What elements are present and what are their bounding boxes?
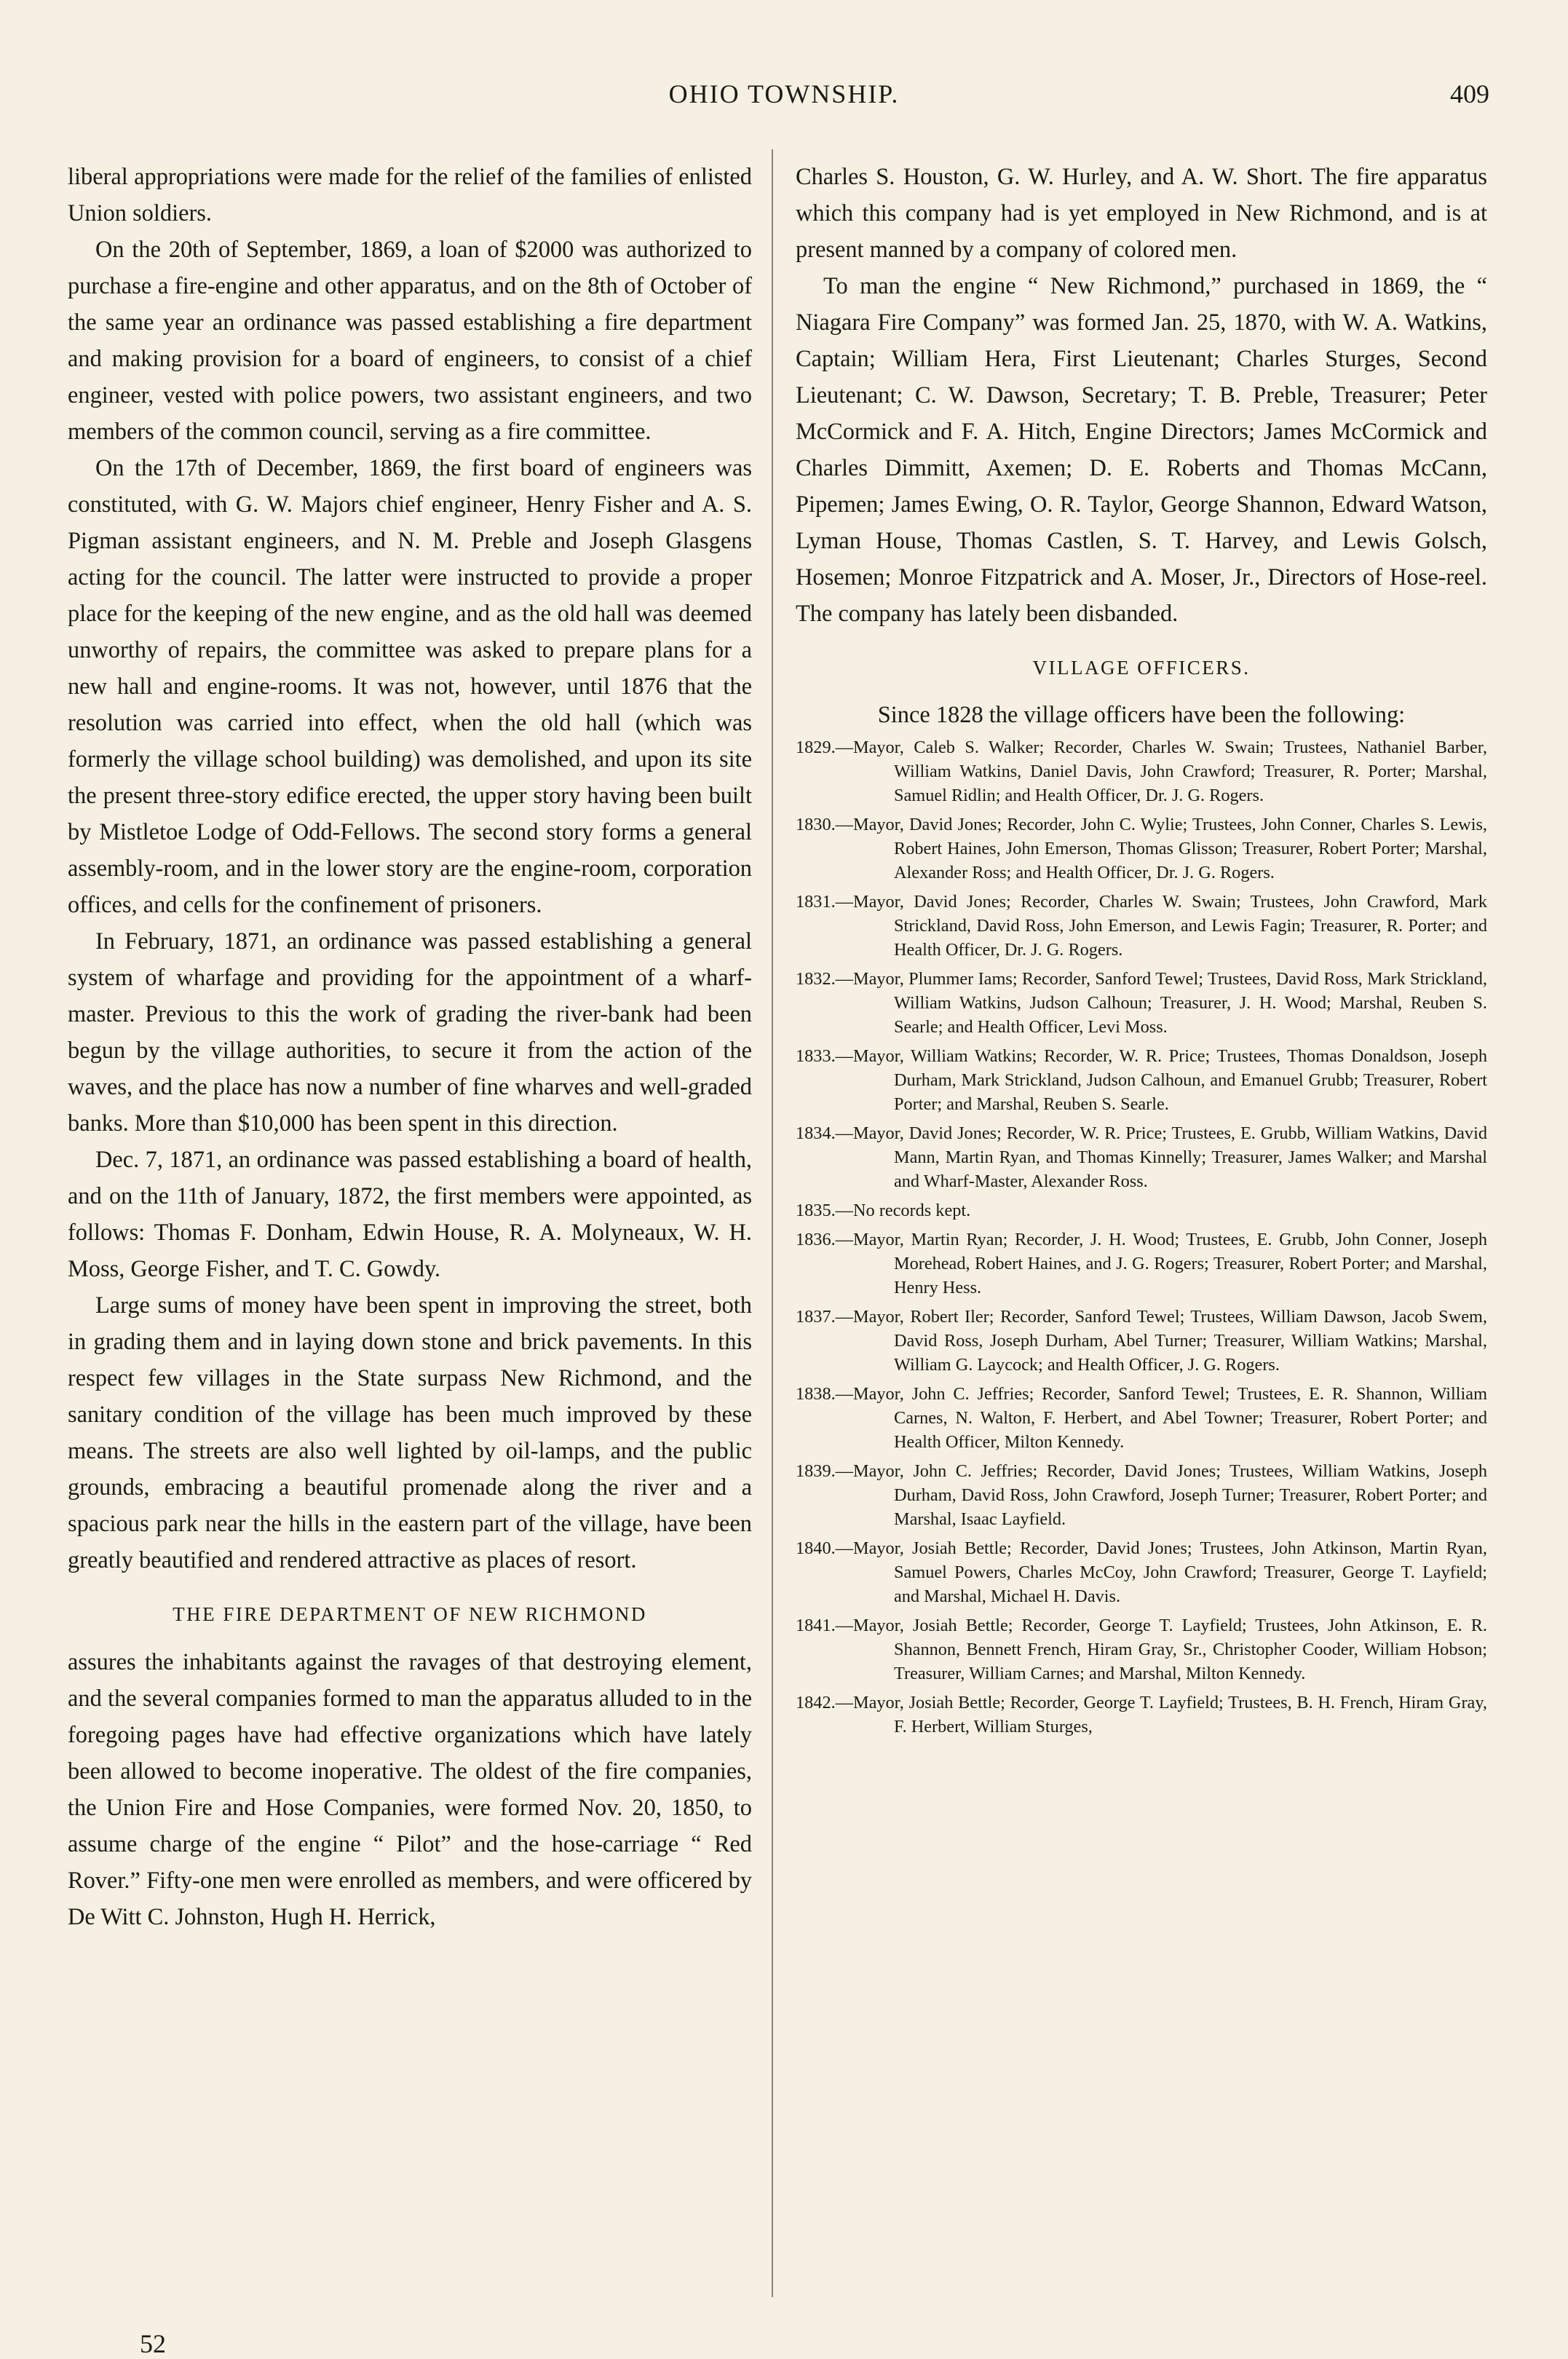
- paragraph: On the 17th of December, 1869, the first board of engineers was constituted, with G. W. Majors chief engineer, Henry Fisher and A. S. Pigman assistant engineers, and N. M. Preble and Joseph Glasgens acting for the council. The latter were instructed to provide a proper place for the keeping of the new engine, and as the old hall was deemed unworthy of repairs, the committee was asked to prepare plans for a new hall and engine-rooms. It was not, however, until 1876 that the resolution was carried into effect, when the old hall (which was formerly the village school building) was demolished, and upon its site the present three-story edifice erected, the upper story having been built by Mistletoe Lodge of Odd-Fellows. The second story forms a general assembly-room, and in the lower story are the engine-room, corporation offices, and cells for the confinement of prisoners.: [68, 455, 752, 918]
- officer-entry: 1834.—Mayor, David Jones; Recorder, W. R. Price; Trustees, E. Grubb, William Watkins, David Mann, Martin Ryan, and Thomas Kinnelly; Treasurer, James Walker; and Marshal and Wharf-Master, Alexander Ross.: [796, 1123, 1487, 1191]
- left-column: [68, 159, 752, 1935]
- officer-entry: 1837.—Mayor, Robert Iler; Recorder, Sanford Tewel; Trustees, William Dawson, Jacob Swem, David Ross, Joseph Durham, Abel Turner; Treasurer, William Watkins; Marshal, William G. Laycock; and Health Officer, J. G. Rogers.: [796, 1307, 1487, 1375]
- officer-entry: 1831.—Mayor, David Jones; Recorder, Charles W. Swain; Trustees, John Crawford, Mark Strickland, David Ross, John Emerson, and Lewis Fagin; Treasurer, R. Porter; and Health Officer, Dr. J. G. Rogers.: [796, 892, 1487, 960]
- officer-entry: 1838.—Mayor, John C. Jeffries; Recorder, Sanford Tewel; Trustees, E. R. Shannon, William Carnes, N. Walton, F. Herbert, and Abel Towner; Treasurer, Robert Porter; and Health Officer, Milton Kennedy.: [796, 1384, 1487, 1452]
- village-officers-heading: VILLAGE OFFICERS.: [1032, 657, 1251, 679]
- paragraph: In February, 1871, an ordinance was passed establishing a general system of wharfage and providing for the appointment of a wharf-master. Previous to this the work of grading the river-bank had been begun by the village authorities, to secure it from the action of the waves, and the place has now a number of fine wharves and well-graded banks. More than $10,000 has been spent in this direction.: [68, 928, 752, 1137]
- officers-list: [796, 735, 1487, 1739]
- officer-entry: 1842.—Mayor, Josiah Bettle; Recorder, George T. Layfield; Trustees, B. H. French, Hiram Gray, F. Herbert, William Sturges,: [796, 1693, 1487, 1736]
- column-divider: [772, 149, 773, 2297]
- officer-entry: 1841.—Mayor, Josiah Bettle; Recorder, George T. Layfield; Trustees, John Atkinson, E. R. Shannon, Bennett French, Hiram Gray, Sr., Christopher Cooder, William Hobson; Treasurer, William Carnes; and Marshal, Milton Kennedy.: [796, 1616, 1487, 1683]
- officer-entry: 1833.—Mayor, William Watkins; Recorder, W. R. Price; Trustees, Thomas Donaldson, Joseph Durham, Mark Strickland, Judson Calhoun, and Emanuel Grubb; Treasurer, Robert Porter; and Marshal, Reuben S. Searle.: [796, 1046, 1487, 1114]
- officer-entry: 1835.—No records kept.: [796, 1201, 971, 1220]
- paragraph: Charles S. Houston, G. W. Hurley, and A. W. Short. The fire apparatus which this company had is yet employed in New Richmond, and is at present manned by a company of colored men.: [796, 164, 1487, 263]
- paragraph: Dec. 7, 1871, an ordinance was passed establishing a board of health, and on the 11th of January, 1872, the first members were appointed, as follows: Thomas F. Donham, Edwin House, R. A. Molyneaux, W. H. Moss, George Fisher, and T. C. Gowdy.: [68, 1147, 752, 1282]
- page-title: OHIO TOWNSHIP.: [668, 79, 900, 108]
- officer-entry: 1839.—Mayor, John C. Jeffries; Recorder, David Jones; Trustees, William Watkins, Joseph Durham, David Ross, John Crawford, Joseph Turner; Treasurer, Robert Porter; and Marshal, Isaac Layfield.: [796, 1461, 1487, 1529]
- paragraph: Large sums of money have been spent in improving the street, both in grading them and in laying down stone and brick pavements. In this respect few villages in the State surpass New Richmond, and the sanitary condition of the village has been much improved by these means. The streets are also well lighted by oil-lamps, and the public grounds, embracing a beautiful promenade along the river and a spacious park near the hills in the eastern part of the village, have been greatly beautified and rendered attractive as places of resort.: [68, 1292, 752, 1573]
- paragraph: To man the engine “ New Richmond,” purchased in 1869, the “ Niagara Fire Company” was formed Jan. 25, 1870, with W. A. Watkins, Captain; William Hera, First Lieutenant; Charles Sturges, Second Lieutenant; C. W. Dawson, Secretary; T. B. Preble, Treasurer; Peter McCormick and F. A. Hitch, Engine Directors; James McCormick and Charles Dimmitt, Axemen; D. E. Roberts and Thomas McCann, Pipemen; James Ewing, O. R. Taylor, George Shannon, Edward Watson, Lyman House, Thomas Castlen, S. T. Harvey, and Lewis Golsch, Hosemen; Monroe Fitzpatrick and A. Moser, Jr., Directors of Hose-reel. The company has lately been disbanded.: [796, 273, 1487, 627]
- officer-entry: 1830.—Mayor, David Jones; Recorder, John C. Wylie; Trustees, John Conner, Charles S. Lewis, Robert Haines, John Emerson, Thomas Glisson; Treasurer, Robert Porter; Marshal, Alexander Ross; and Health Officer, Dr. J. G. Rogers.: [796, 815, 1487, 882]
- paragraph: assures the inhabitants against the ravages of that destroying element, and the several companies formed to man the apparatus alluded to in the foregoing pages have had effective organizations which have lately been allowed to become inoperative. The oldest of the fire companies, the Union Fire and Hose Companies, were formed Nov. 20, 1850, to assume charge of the engine “ Pilot” and the hose-carriage “ Red Rover.” Fifty-one men were enrolled as members, and were officered by De Witt C. Johnston, Hugh H. Herrick,: [68, 1649, 752, 1930]
- officer-entry: 1829.—Mayor, Caleb S. Walker; Recorder, Charles W. Swain; Trustees, Nathaniel Barber, William Watkins, Daniel Davis, John Crawford; Treasurer, R. Porter; Marshal, Samuel Ridlin; and Health Officer, Dr. J. G. Rogers.: [796, 738, 1487, 805]
- page-number: 409: [1450, 79, 1489, 108]
- running-head: [0, 79, 1568, 115]
- signature-mark: 52: [140, 2329, 166, 2358]
- paragraph: On the 20th of September, 1869, a loan of $2000 was authorized to purchase a fire-engine and other apparatus, and on the 8th of October of the same year an ordinance was passed establishing a fire department and making provision for a board of engineers, to consist of a chief engineer, vested with police powers, two assistant engineers, and two members of the common council, serving as a fire committee.: [68, 237, 752, 445]
- officer-entry: 1832.—Mayor, Plummer Iams; Recorder, Sanford Tewel; Trustees, David Ross, Mark Strickland, William Watkins, Judson Calhoun; Treasurer, J. H. Wood; Marshal, Reuben S. Searle; and Health Officer, Levi Moss.: [796, 969, 1487, 1037]
- paragraph: liberal appropriations were made for the relief of the families of enlisted Union soldiers.: [68, 164, 752, 226]
- right-column: [796, 159, 1487, 1744]
- officer-entry: 1836.—Mayor, Martin Ryan; Recorder, J. H. Wood; Trustees, E. Grubb, John Conner, Joseph Morehead, Robert Haines, and J. G. Rogers; Treasurer, Robert Porter; and Marshal, Henry Hess.: [796, 1230, 1487, 1297]
- officer-entry: 1840.—Mayor, Josiah Bettle; Recorder, David Jones; Trustees, John Atkinson, Martin Ryan, Samuel Powers, Charles McCoy, John Crawford; Treasurer, George T. Layfield; and Marshal, Michael H. Davis.: [796, 1538, 1487, 1606]
- fire-department-heading: THE FIRE DEPARTMENT OF NEW RICHMOND: [173, 1603, 647, 1625]
- officers-intro: Since 1828 the village officers have been the following:: [877, 702, 1406, 728]
